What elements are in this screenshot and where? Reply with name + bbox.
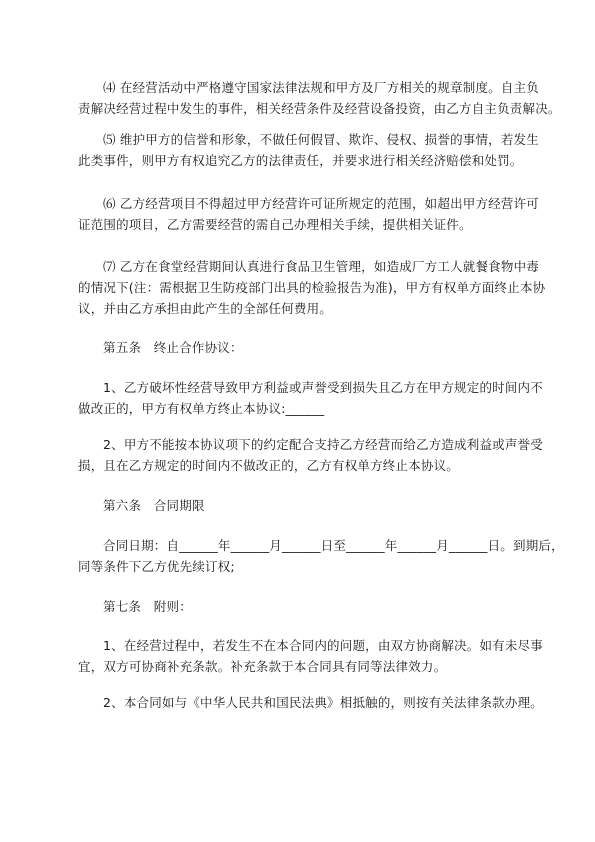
clause-4-5-paragraph [78,129,539,171]
text-line: 做改正的，甲方有权单方终止本协议:______ [78,401,325,416]
text-line: 宜，双方可协商补充条款。补充条款于本合同具有同等法律效力。 [78,659,447,674]
clause-4-4-paragraph [78,77,561,119]
text-line: ⑺ 乙方在食堂经营期间认真进行食品卫生管理，如造成厂方工人就餐食物中毒 [103,259,539,274]
text-line: 责解决经营过程中发生的事件，相关经营条件及经营设备投资，由乙方自主负责解决。 [78,101,561,116]
text-line: 的情况下(注：需根据卫生防疫部门出具的检验报告为准)，甲方有权单方面终止本协 [78,280,546,295]
text-line: 合同日期：自______年______月______日至______年______月______日。到期后， [103,538,564,553]
text-line: 2、本合同如与《中华人民共和国民法典》相抵触的，则按有关法律条款办理。 [103,695,543,710]
clause-4-7-paragraph [78,256,546,319]
text-line: 第七条 附则： [103,599,192,614]
article-6-heading [78,495,533,516]
text-line: 第六条 合同期限 [103,498,205,513]
text-line: 2、甲方不能按本协议项下的约定配合支持乙方经营而给乙方造成利益或声誉受 [103,437,543,452]
text-line: 损，且在乙方规定的时间内不做改正的，乙方有权单方终止本协议。 [78,458,460,473]
text-line: 第五条 终止合作协议： [103,340,243,355]
text-line: 1、乙方破坏性经营导致甲方利益或声誉受到损失且乙方在甲方规定的时间内不 [103,380,543,395]
text-line: 议，并由乙方承担由此产生的全部任何费用。 [78,301,333,316]
text-line: ⑷ 在经营活动中严格遵守国家法律法规和甲方及厂方相关的规章制度。自主负 [103,80,539,95]
clause-7-2-paragraph [78,692,543,713]
article-5-heading [78,337,533,358]
clause-6-1-paragraph [78,535,564,577]
clause-5-2-paragraph [78,434,543,476]
clause-4-6-paragraph [78,193,539,235]
text-line: ⑹ 乙方经营项目不得超过甲方经营许可证所规定的范围，如超出甲方经营许可 [103,196,539,211]
text-line: 此类事件，则甲方有权追究乙方的法律责任，并要求进行相关经济赔偿和处罚。 [78,153,523,168]
text-line: 1、在经营过程中，若发生不在本合同内的问题，由双方协商解决。如有未尽事 [103,638,543,653]
clause-5-1-paragraph [78,377,543,419]
text-line: 证范围的项目，乙方需要经营的需自己办理相关手续，提供相关证件。 [78,217,472,232]
text-line: ⑸ 维护甲方的信誉和形象，不做任何假冒、欺诈、侵权、损誉的事情，若发生 [103,132,539,147]
article-7-heading [78,596,533,617]
clause-7-1-paragraph [78,635,543,677]
text-line: 同等条件下乙方优先续订权; [78,559,235,574]
